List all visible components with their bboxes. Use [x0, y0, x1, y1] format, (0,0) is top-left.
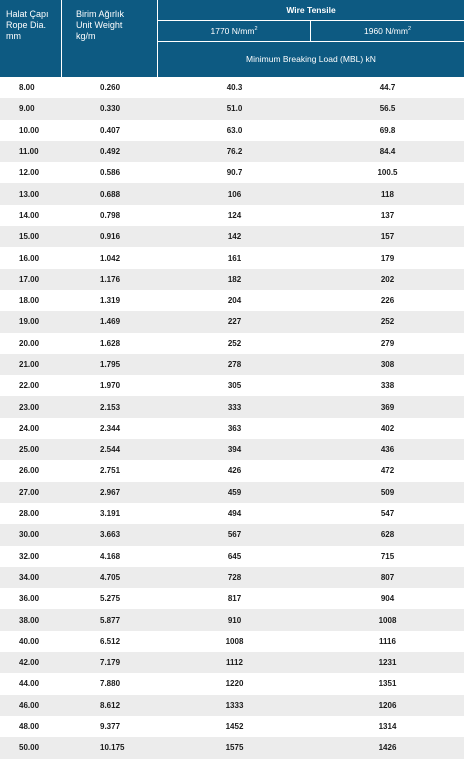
cell-unit-weight: 1.469 — [100, 317, 121, 327]
cell-unit-weight: 2.153 — [100, 402, 121, 412]
cell-mbl-1960: 118 — [381, 189, 394, 199]
cell-mbl-1960: 226 — [380, 296, 395, 306]
cell-mbl-1960: 1008 — [378, 615, 397, 625]
cell-mbl-1770: 394 — [227, 445, 242, 455]
cell-unit-weight: 0.798 — [100, 210, 121, 220]
cell-mbl-1770: 1333 — [225, 700, 244, 710]
cell-unit-weight: 10.175 — [100, 743, 125, 753]
cell-mbl-1770: 63.0 — [226, 125, 243, 135]
cell-mbl-1770: 161 — [227, 253, 242, 263]
table-row — [0, 205, 464, 226]
cell-mbl-1770: 90.7 — [226, 168, 243, 178]
header-min-breaking-load: Minimum Breaking Load (MBL) kN — [246, 54, 376, 64]
cell-mbl-1960: 628 — [380, 530, 395, 540]
cell-mbl-1770: 728 — [227, 572, 242, 582]
table-row — [0, 439, 464, 460]
cell-rope-diameter: 27.00 — [19, 487, 40, 497]
cell-mbl-1960: 1206 — [378, 700, 397, 710]
cell-unit-weight: 1.176 — [100, 274, 121, 284]
cell-rope-diameter: 22.00 — [19, 381, 40, 391]
cell-unit-weight: 7.880 — [100, 679, 121, 689]
cell-unit-weight: 4.168 — [100, 551, 121, 561]
header-unit-weight: Birim Ağırlık Unit Weight kg/m — [62, 0, 158, 77]
table-row — [0, 311, 464, 332]
cell-unit-weight: 3.191 — [100, 509, 121, 519]
cell-unit-weight: 1.795 — [100, 360, 121, 369]
table-row — [0, 609, 464, 630]
table-row — [0, 524, 464, 545]
table-row — [0, 375, 464, 396]
cell-mbl-1770: 182 — [227, 274, 242, 284]
table-row — [0, 567, 464, 588]
cell-mbl-1960: 1314 — [378, 722, 397, 732]
cell-mbl-1960: 69.8 — [379, 125, 396, 135]
table-row — [0, 333, 464, 354]
cell-mbl-1770: 278 — [227, 360, 242, 369]
cell-mbl-1960: 137 — [380, 210, 395, 220]
cell-rope-diameter: 48.00 — [19, 722, 40, 732]
cell-mbl-1770: 459 — [227, 487, 242, 497]
cell-mbl-1960: 202 — [380, 274, 395, 284]
cell-mbl-1770: 305 — [227, 381, 242, 391]
cell-unit-weight: 1.970 — [100, 381, 121, 391]
cell-rope-diameter: 34.00 — [19, 572, 40, 582]
cell-mbl-1960: 56.5 — [379, 104, 396, 114]
cell-rope-diameter: 8.00 — [19, 83, 35, 93]
cell-unit-weight: 0.492 — [100, 147, 121, 157]
cell-mbl-1770: 333 — [227, 402, 242, 412]
cell-mbl-1770: 204 — [227, 296, 242, 306]
cell-unit-weight: 0.407 — [100, 125, 121, 135]
cell-mbl-1770: 106 — [227, 189, 242, 199]
cell-mbl-1770: 124 — [227, 210, 242, 220]
cell-mbl-1770: 1220 — [225, 679, 244, 689]
cell-unit-weight: 0.260 — [100, 83, 121, 93]
table-row — [0, 716, 464, 737]
cell-mbl-1960: 547 — [380, 509, 395, 519]
cell-unit-weight: 0.586 — [100, 168, 121, 178]
cell-mbl-1960: 715 — [380, 551, 395, 561]
cell-unit-weight: 3.663 — [100, 530, 121, 540]
cell-mbl-1960: 1426 — [378, 743, 397, 753]
cell-mbl-1770: 51.0 — [226, 104, 243, 114]
cell-rope-diameter: 28.00 — [19, 509, 40, 519]
cell-mbl-1960: 157 — [380, 232, 395, 242]
cell-mbl-1960: 369 — [380, 402, 395, 412]
table-row — [0, 695, 464, 716]
table-row — [0, 503, 464, 524]
table-row — [0, 226, 464, 247]
cell-unit-weight: 0.688 — [100, 189, 121, 199]
table-row — [0, 141, 464, 162]
cell-rope-diameter: 10.00 — [19, 125, 40, 135]
cell-rope-diameter: 24.00 — [19, 423, 40, 433]
cell-rope-diameter: 40.00 — [19, 636, 40, 646]
cell-rope-diameter: 13.00 — [19, 189, 40, 199]
table-row — [0, 183, 464, 204]
cell-rope-diameter: 36.00 — [19, 594, 40, 604]
cell-rope-diameter: 12.00 — [19, 168, 40, 178]
cell-mbl-1960: 308 — [380, 360, 395, 369]
cell-mbl-1770: 426 — [227, 466, 242, 476]
table-row — [0, 269, 464, 290]
cell-unit-weight: 0.330 — [100, 104, 121, 114]
table-row — [0, 98, 464, 119]
cell-mbl-1770: 363 — [227, 423, 242, 433]
table-row — [0, 247, 464, 268]
cell-unit-weight: 2.967 — [100, 487, 121, 497]
cell-mbl-1960: 472 — [380, 466, 395, 476]
cell-unit-weight: 7.179 — [100, 658, 121, 668]
cell-mbl-1770: 142 — [227, 232, 242, 242]
cell-rope-diameter: 30.00 — [19, 530, 40, 540]
cell-rope-diameter: 17.00 — [19, 274, 40, 284]
cell-rope-diameter: 50.00 — [19, 743, 40, 753]
cell-rope-diameter: 42.00 — [19, 658, 40, 668]
cell-rope-diameter: 46.00 — [19, 700, 40, 710]
cell-mbl-1960: 904 — [380, 594, 395, 604]
table-row — [0, 588, 464, 609]
table-row — [0, 546, 464, 567]
cell-rope-diameter: 20.00 — [19, 338, 40, 348]
cell-mbl-1770: 567 — [227, 530, 242, 540]
table-body — [0, 77, 464, 759]
header-wire-tensile: Wire Tensile — [158, 0, 464, 21]
cell-mbl-1770: 252 — [227, 338, 242, 348]
cell-unit-weight: 4.705 — [100, 572, 121, 582]
cell-mbl-1770: 910 — [227, 615, 242, 625]
cell-unit-weight: 2.751 — [100, 466, 121, 476]
cell-mbl-1770: 1112 — [226, 658, 243, 668]
cell-mbl-1960: 100.5 — [377, 168, 398, 178]
cell-mbl-1960: 338 — [380, 381, 395, 391]
cell-unit-weight: 8.612 — [100, 700, 121, 710]
cell-mbl-1770: 40.3 — [226, 83, 243, 93]
cell-mbl-1770: 1452 — [225, 722, 244, 732]
table-row — [0, 418, 464, 439]
cell-unit-weight: 9.377 — [100, 722, 121, 732]
cell-mbl-1770: 76.2 — [226, 147, 243, 157]
cell-mbl-1770: 817 — [227, 594, 242, 604]
cell-unit-weight: 2.344 — [100, 423, 121, 433]
cell-unit-weight: 5.877 — [100, 615, 121, 625]
header-grade-1770: 1770 $N/mm^2$ — [158, 21, 311, 42]
cell-rope-diameter: 25.00 — [19, 445, 40, 455]
cell-unit-weight: 5.275 — [100, 594, 121, 604]
table-row — [0, 673, 464, 694]
cell-mbl-1770: 494 — [227, 509, 242, 519]
cell-rope-diameter: 23.00 — [19, 402, 40, 412]
cell-mbl-1960: 279 — [380, 338, 395, 348]
cell-mbl-1960: 1351 — [378, 679, 397, 689]
cell-rope-diameter: 9.00 — [19, 104, 35, 114]
cell-mbl-1960: 179 — [380, 253, 395, 263]
table-row — [0, 652, 464, 673]
cell-mbl-1960: 252 — [380, 317, 395, 327]
cell-rope-diameter: 32.00 — [19, 551, 40, 561]
cell-rope-diameter: 26.00 — [19, 466, 40, 476]
cell-rope-diameter: 14.00 — [19, 210, 40, 220]
cell-rope-diameter: 19.00 — [19, 317, 40, 327]
table-header — [0, 0, 464, 77]
cell-rope-diameter: 16.00 — [19, 253, 40, 263]
table-row — [0, 460, 464, 481]
cell-mbl-1960: 44.7 — [379, 83, 396, 93]
cell-mbl-1770: 1575 — [225, 743, 244, 753]
cell-mbl-1770: 227 — [227, 317, 242, 327]
cell-rope-diameter: 21.00 — [19, 360, 40, 369]
header-grade-1960: 1960 $N/mm^2$ — [311, 21, 464, 42]
table-row — [0, 737, 464, 758]
cell-unit-weight: 2.544 — [100, 445, 121, 455]
cell-rope-diameter: 44.00 — [19, 679, 40, 689]
cell-unit-weight: 1.042 — [100, 253, 121, 263]
table-row — [0, 77, 464, 98]
cell-mbl-1960: 1231 — [378, 658, 397, 668]
cell-mbl-1960: 807 — [380, 572, 395, 582]
cell-mbl-1960: 1116 — [379, 636, 396, 646]
cell-rope-diameter: 15.00 — [19, 232, 40, 242]
cell-rope-diameter: 38.00 — [19, 615, 40, 625]
cell-mbl-1770: 645 — [227, 551, 242, 561]
table-row — [0, 120, 464, 141]
table-row — [0, 290, 464, 311]
cell-unit-weight: 1.319 — [100, 296, 121, 306]
cell-mbl-1960: 436 — [380, 445, 395, 455]
header-rope-diameter: Halat Çapı Rope Dia. mm — [0, 0, 62, 77]
cell-mbl-1960: 402 — [380, 423, 395, 433]
cell-rope-diameter: 11.00 — [19, 147, 39, 157]
cell-rope-diameter: 18.00 — [19, 296, 40, 306]
cell-mbl-1960: 84.4 — [379, 147, 396, 157]
table-row — [0, 631, 464, 652]
cell-unit-weight: 1.628 — [100, 338, 121, 348]
table-row — [0, 396, 464, 417]
table-row — [0, 354, 464, 375]
table-row — [0, 482, 464, 503]
table-row — [0, 162, 464, 183]
cell-unit-weight: 0.916 — [100, 232, 121, 242]
cell-mbl-1770: 1008 — [225, 636, 244, 646]
cell-mbl-1960: 509 — [380, 487, 395, 497]
cell-unit-weight: 6.512 — [100, 636, 121, 646]
